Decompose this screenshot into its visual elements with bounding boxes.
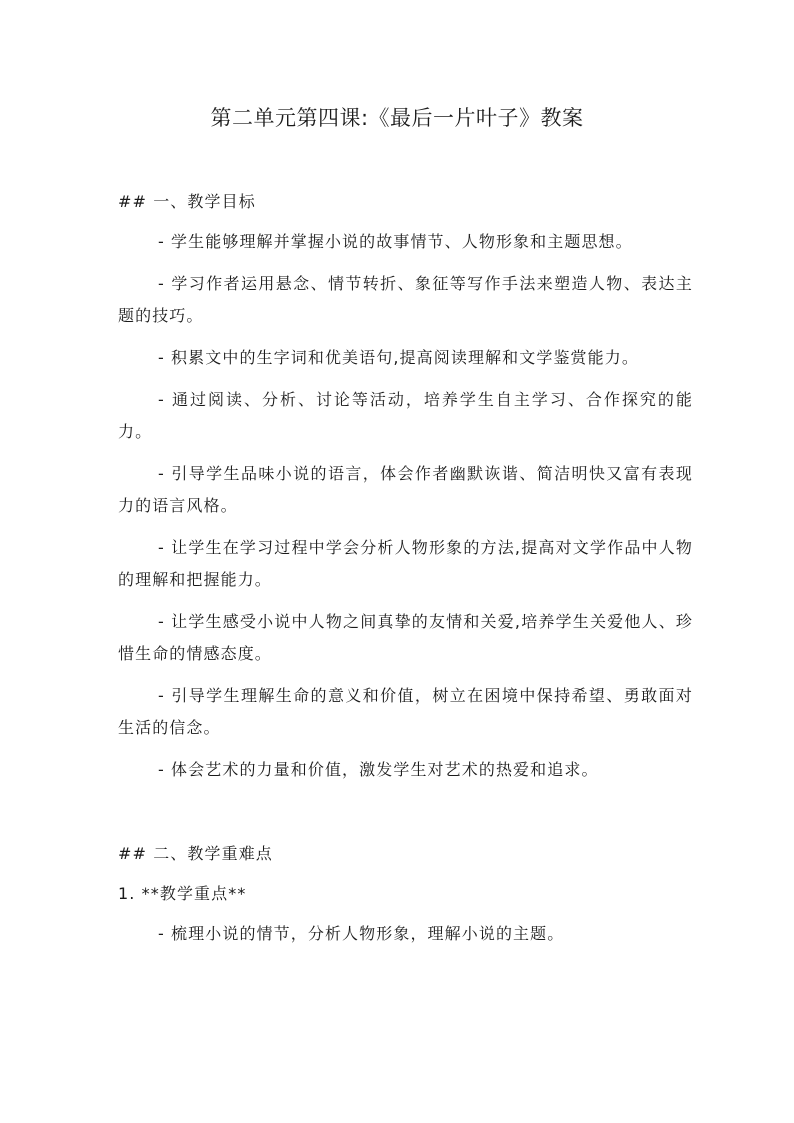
objective-item: - 引导学生理解生命的意义和价值，树立在困境中保持希望、勇敢面对生活的信念。 [118,686,693,737]
objective-item: - 通过阅读、分析、讨论等活动，培养学生自主学习、合作探究的能力。 [118,390,693,441]
objective-item: - 学习作者运用悬念、情节转折、象征等写作手法来塑造人物、表达主题的技巧。 [118,274,693,325]
document-title: 第二单元第四课:《最后一片叶子》教案 [210,106,584,130]
section-heading-objectives: ## 一、教学目标 [118,192,256,211]
objective-item: - 让学生感受小说中人物之间真挚的友情和关爱,培养学生关爱他人、珍惜生命的情感态度。 [118,612,693,663]
objective-item: - 引导学生品味小说的语言，体会作者幽默诙谐、简洁明快又富有表现力的语言风格。 [118,464,693,515]
objective-item: - 让学生在学习过程中学会分析人物形象的方法,提高对文学作品中人物的理解和把握能力。 [118,538,693,589]
objective-item: - 积累文中的生字词和优美语句,提高阅读理解和文学鉴赏能力。 [158,348,639,367]
focus-item: - 梳理小说的情节，分析人物形象，理解小说的主题。 [158,924,565,943]
subsection-heading-teaching-focus: 1. **教学重点** [118,884,247,903]
objective-item: - 体会艺术的力量和价值，激发学生对艺术的热爱和追求。 [158,760,599,779]
section-heading-key-points: ## 二、教学重难点 [118,844,273,863]
document-body [118,186,693,950]
objective-item: - 学生能够理解并掌握小说的故事情节、人物形象和主题思想。 [158,232,633,251]
